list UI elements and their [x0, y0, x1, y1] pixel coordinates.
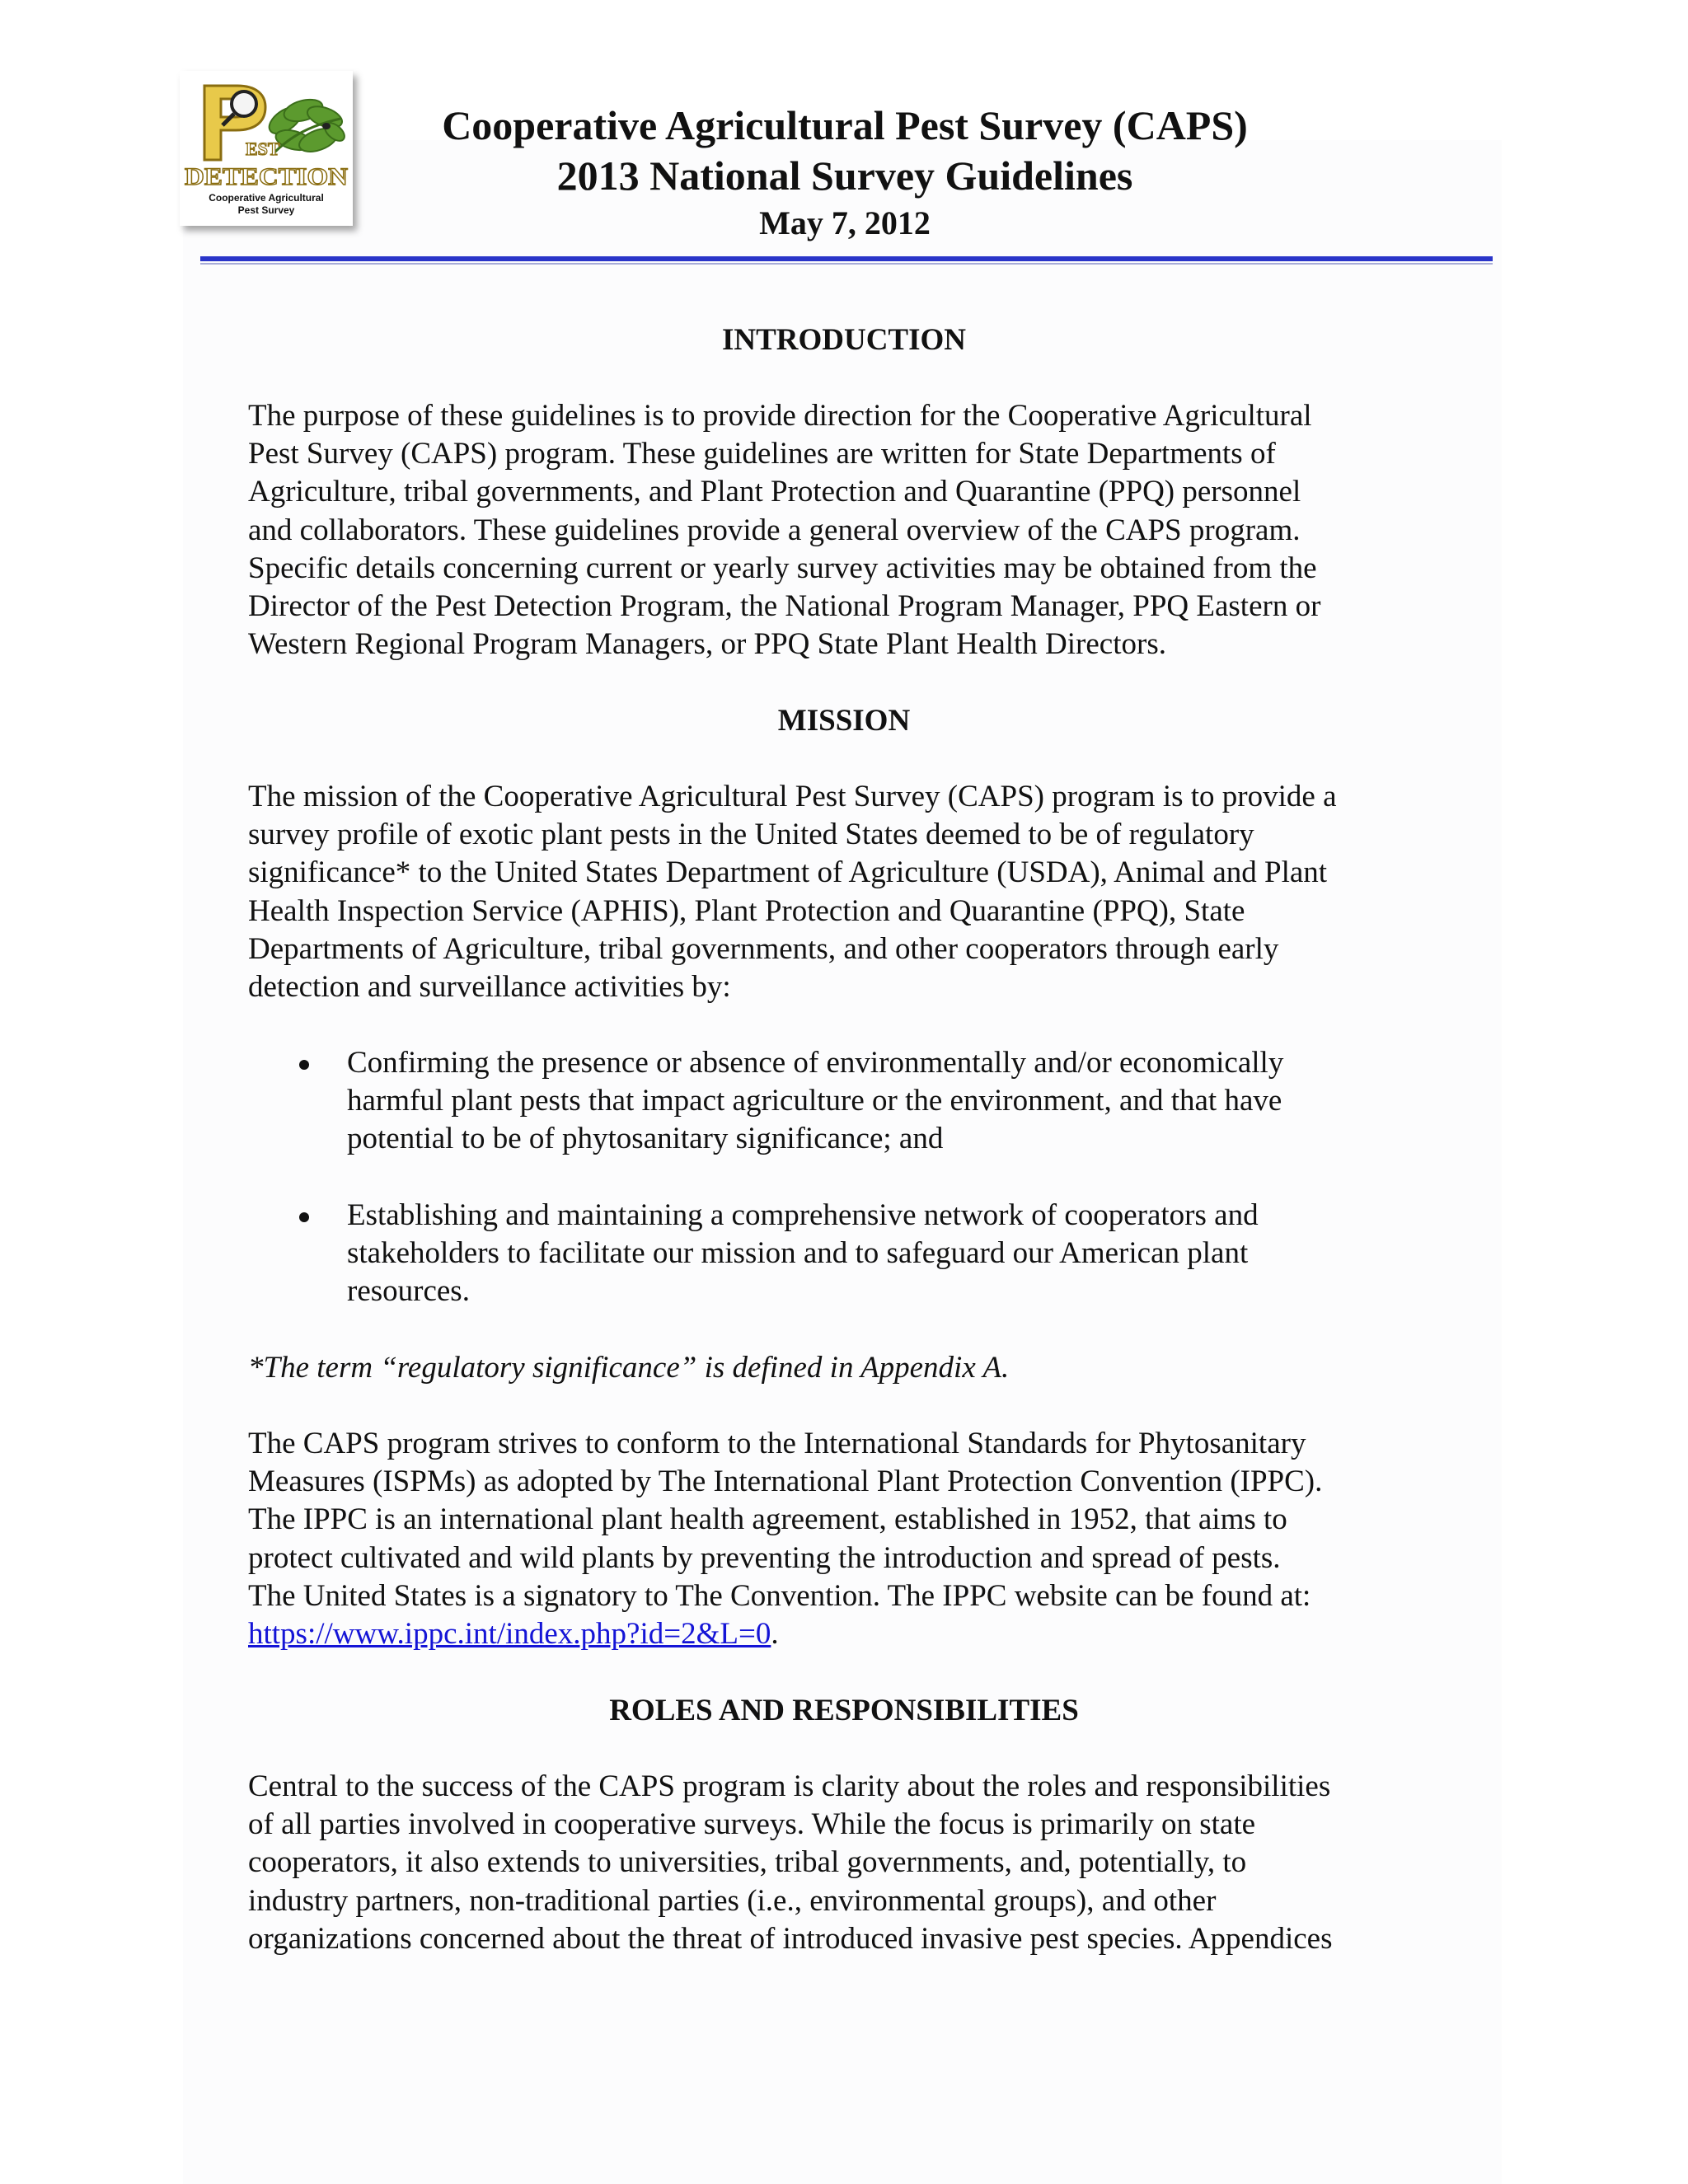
document-date: May 7, 2012: [759, 204, 931, 241]
logo-caption-line-1: Cooperative Agricultural: [209, 192, 324, 204]
paragraph-line: Central to the success of the CAPS program is clarity about the roles and responsibilities: [248, 1769, 1331, 1803]
ippc-website-link[interactable]: https://www.ippc.int/index.php?id=2&L=0: [248, 1617, 771, 1652]
paragraph-line: Health Inspection Service (APHIS), Plant Protection and Quarantine (PPQ), State: [248, 893, 1245, 928]
bullet-line: stakeholders to facilitate our mission and to safeguard our American plant: [347, 1236, 1249, 1271]
paragraph-line: Departments of Agriculture, tribal governments, and other cooperators through early: [248, 931, 1279, 966]
mission-paragraph: [248, 778, 1460, 1006]
paragraph-line: The purpose of these guidelines is to provide direction for the Cooperative Agricultural: [248, 399, 1312, 433]
paragraph-line: of all parties involved in cooperative surveys. While the focus is primarily on state: [248, 1807, 1256, 1842]
bullet-line: Confirming the presence or absence of environmentally and/or economically: [347, 1046, 1284, 1080]
logo-word-bottom: DETECTION: [185, 163, 349, 190]
introduction-paragraph: [248, 397, 1460, 663]
paragraph-line: industry partners, non-traditional parties (i.e., environmental groups), and other: [248, 1883, 1217, 1918]
paragraph-line: The IPPC is an international plant health agreement, established in 1952, that aims to: [248, 1502, 1287, 1537]
bullet-line: harmful plant pests that impact agriculture or the environment, and that have: [347, 1084, 1282, 1118]
bullet-line: Establishing and maintaining a comprehensive network of cooperators and: [347, 1198, 1259, 1232]
document-subtitle: 2013 National Survey Guidelines: [556, 152, 1133, 199]
logo-caption-line-2: Pest Survey: [237, 204, 295, 216]
paragraph-line: The United States is a signatory to The Convention. The IPPC website can be found at:: [248, 1578, 1311, 1613]
document-title: Cooperative Agricultural Pest Survey (CAPS): [442, 102, 1248, 148]
introduction-heading: INTRODUCTION: [721, 323, 967, 357]
paragraph-line: cooperators, it also extends to universities, tribal governments, and, potentially, to: [248, 1845, 1247, 1880]
logo-word-top: EST: [246, 138, 280, 159]
paragraph-line-with-link: [248, 1615, 1460, 1653]
bullet-icon: [299, 1060, 309, 1070]
regulatory-significance-footnote: [248, 1349, 1460, 1387]
paragraph-line: Western Regional Program Managers, or PPQ State Plant Health Directors.: [248, 627, 1166, 662]
paragraph-line: Specific details concerning current or yearly survey activities may be obtained from the: [248, 551, 1317, 585]
paragraph-line: Director of the Pest Detection Program, the National Program Manager, PPQ Eastern or: [248, 589, 1321, 624]
footnote-line: *The term “regulatory significance” is defined in Appendix A.: [248, 1351, 1010, 1385]
bullet-icon: [299, 1212, 309, 1222]
header-rule: [200, 256, 1493, 261]
mission-heading: MISSION: [777, 704, 911, 738]
paragraph-line: Pest Survey (CAPS) program. These guidelines are written for State Departments of: [248, 437, 1276, 471]
roles-paragraph: [248, 1768, 1460, 1958]
header-rule-shadow: [200, 263, 1493, 265]
paragraph-line: organizations concerned about the threat of introduced invasive pest species. Appendices: [248, 1921, 1333, 1956]
ippc-paragraph: [248, 1425, 1460, 1653]
bullet-line: potential to be of phytosanitary significance; and: [347, 1122, 944, 1156]
link-suffix: .: [771, 1617, 779, 1652]
paragraph-line: protect cultivated and wild plants by preventing the introduction and spread of pests.: [248, 1540, 1281, 1575]
logo-graphic-icon: [180, 71, 353, 194]
bullet-line: resources.: [347, 1274, 470, 1309]
paragraph-line: survey profile of exotic plant pests in the United States deemed to be of regulatory: [248, 818, 1254, 852]
paragraph-line: significance* to the United States Department of Agriculture (USDA), Animal and Plant: [248, 855, 1328, 890]
pest-detection-logo: [180, 71, 353, 226]
paragraph-line: The CAPS program strives to conform to the International Standards for Phytosanitary: [248, 1427, 1306, 1460]
paragraph-line: and collaborators. These guidelines provide a general overview of the CAPS program.: [248, 513, 1301, 547]
paragraph-line: The mission of the Cooperative Agricultural Pest Survey (CAPS) program is to provide a: [248, 780, 1337, 813]
paragraph-line: Measures (ISPMs) as adopted by The International Plant Protection Convention (IPPC).: [248, 1465, 1323, 1499]
bullet-text: [347, 1197, 1259, 1311]
paragraph-line: Agriculture, tribal governments, and Plant Protection and Quarantine (PPQ) personnel: [248, 475, 1301, 509]
roles-heading: ROLES AND RESPONSIBILITIES: [609, 1694, 1079, 1727]
bullet-text: [347, 1044, 1283, 1159]
paragraph-line: detection and surveillance activities by:: [248, 970, 731, 1005]
